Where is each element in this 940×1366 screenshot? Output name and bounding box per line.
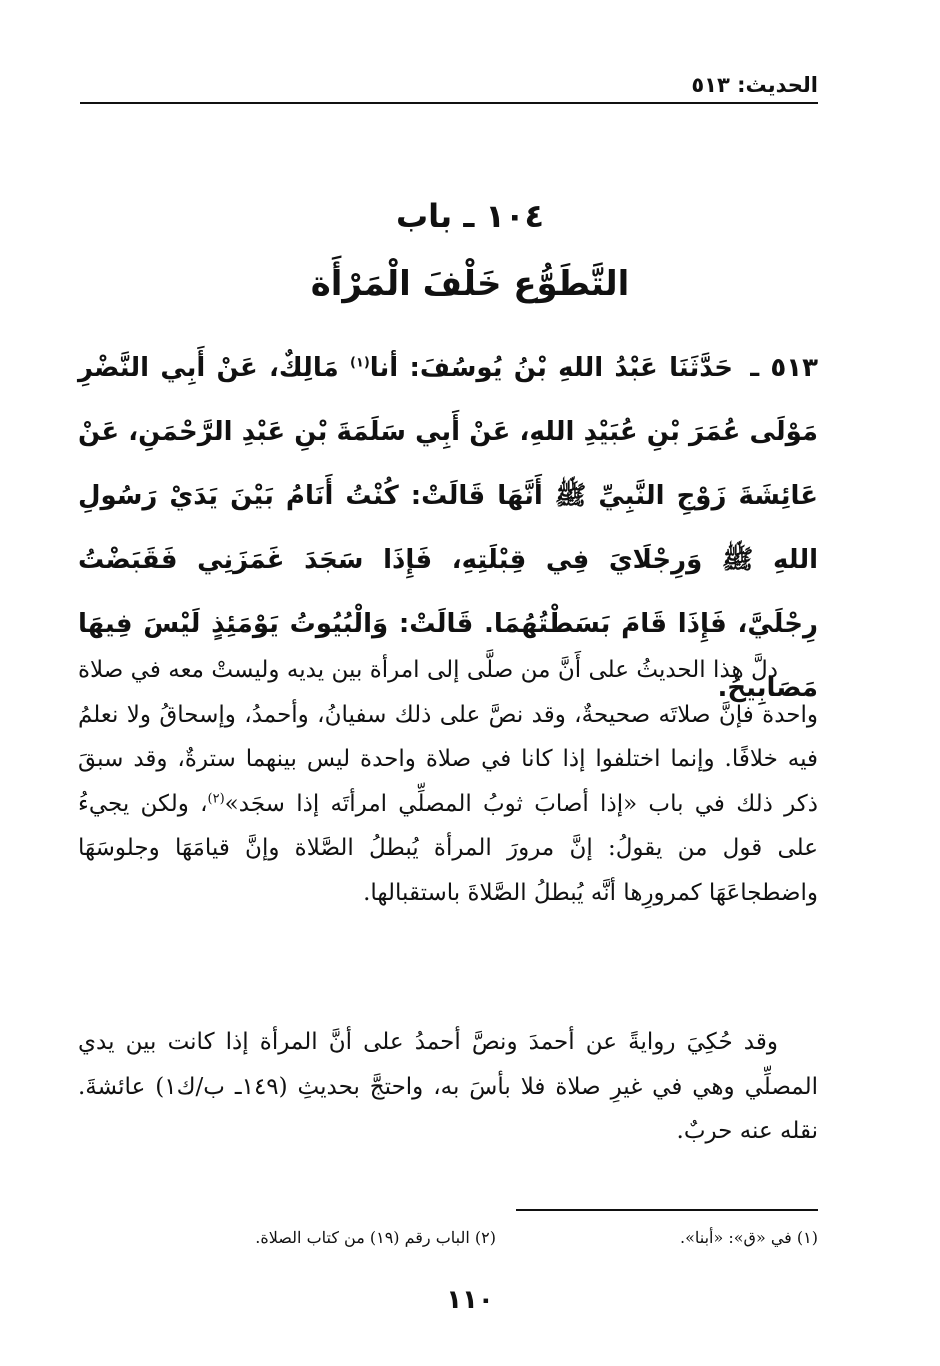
hadith-body: مَالِكٌ، عَنْ أَبِي النَّضْرِ مَوْلَى عُمَرَ بْنِ عُبَيْدِ اللهِ، عَنْ أَبِي سَلَمَةَ بْنِ عَبْدِ الرَّحْمَنِ، عَنْ عَائِشَةَ زَوْجِ النَّبِيِّ ﷺ أَنَّهَا قَالَتْ: كُنْتُ أَنَامُ بَيْنَ يَدَيْ رَسُولِ اللهِ ﷺ وَرِجْلَايَ فِي قِبْلَتِهِ، فَإِذَا سَجَدَ غَمَزَنِي فَقَبَضْتُ رِجْلَيَّ، فَإِذَا قَامَ بَسَطْتُهُمَا. قَالَتْ: وَالْبُيُوتُ يَوْمَئِذٍ لَيْسَ فِيهَا مَصَابِيحُ. [78,353,818,703]
running-header: الحديث: ٥١٣ [691,73,818,97]
hadith-number: ٥١٣ ـ [750,353,818,383]
page-number: ١١٠ [446,1285,494,1315]
header-rule [80,102,818,104]
commentary-1-start: دلَّ هذا الحديثُ على أَنَّ من صلَّى إلى امرأة بين يديه وليستْ معه في صلاة واحدة فإنَّ صلاتَه صحيحةٌ، وقد نصَّ على ذلك سفيانُ، وأحمدُ، وإسحاقُ ولا نعلمُ فيه خلافًا. وإنما اختلفوا إذا كانا في صلاة واحدة ليس بينهما سترةٌ، وقد سبقَ ذكر ذلك في باب «إذا أصابَ ثوبُ المصلِّي امرأتَه إذا سجَد» [78,657,818,817]
footnote-1: (١) في «ق»: «أبنا». [680,1228,818,1247]
commentary-paragraph-2: وقد حُكِيَ روايةً عن أحمدَ ونصَّ أحمدُ على أنَّ المرأة إذا كانت بين يدي المصلِّي وهي في غيرِ صلاة فلا بأسَ به، واحتجَّ بحديثِ (١٤٩ـ ب/ك١) عائشةَ. نقله عنه حربٌ. [78,1029,818,1144]
commentary-paragraph-1 [78,648,818,915]
chapter-title: التَّطَوُّع خَلْفَ الْمَرْأَة [310,264,630,304]
chapter-number: ١٠٤ ـ باب [396,197,544,235]
footnote-ref-2: (٢) [207,790,225,806]
hadith-isnad-start: حَدَّثَنَا عَبْدُ اللهِ بْنُ يُوسُفَ: أنا [369,353,733,383]
commentary-1-end: ، ولكن يجيءُ على قول من يقولُ: إنَّ مرورَ المرأة يُبطلُ الصَّلاة وإنَّ قيامَهَا وجلوسَهَا واضطجاعَهَا كمرورِها أنَّه يُبطلُ الصَّلاةَ باستقبالها. [78,790,818,906]
footnote-ref-1: (١) [349,355,370,371]
footnote-separator [516,1209,818,1211]
footnotes [150,1222,818,1254]
footnote-2: (٢) الباب رقم (١٩) من كتاب الصلاة. [255,1228,496,1247]
